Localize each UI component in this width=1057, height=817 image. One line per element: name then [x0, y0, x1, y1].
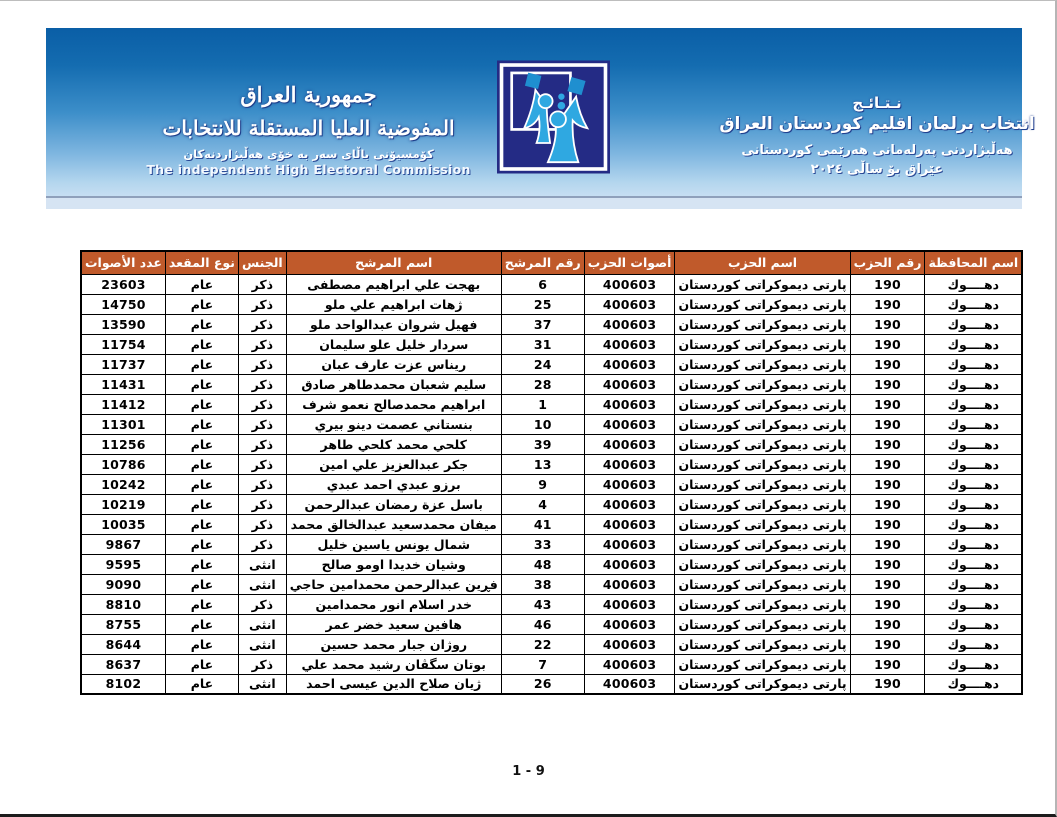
cell-gender: ذكر — [238, 274, 286, 294]
table-row — [81, 594, 1022, 614]
cell-governorate: دهــــوك — [925, 474, 1022, 494]
cell-governorate: دهــــوك — [925, 454, 1022, 474]
cell-seat-type: عام — [165, 314, 238, 334]
page-number: 1 - 9 — [512, 764, 545, 779]
cell-party-name: پارتى ديموكراتى كوردستان — [675, 674, 850, 694]
cell-governorate: دهــــوك — [925, 334, 1022, 354]
cell-party-votes: 400603 — [584, 334, 675, 354]
cell-governorate: دهــــوك — [925, 494, 1022, 514]
table-row — [81, 334, 1022, 354]
cell-party-votes: 400603 — [584, 394, 675, 414]
cell-governorate: دهــــوك — [925, 314, 1022, 334]
cell-governorate: دهــــوك — [925, 574, 1022, 594]
cell-seat-type: عام — [165, 654, 238, 674]
cell-gender: ذكر — [238, 294, 286, 314]
cell-votes: 8637 — [81, 654, 165, 674]
cell-candidate-number: 13 — [501, 454, 584, 474]
cell-gender: ذكر — [238, 374, 286, 394]
cell-seat-type: عام — [165, 434, 238, 454]
cell-governorate: دهــــوك — [925, 614, 1022, 634]
cell-votes: 9595 — [81, 554, 165, 574]
cell-gender: ذكر — [238, 594, 286, 614]
cell-party-number: 190 — [850, 614, 925, 634]
cell-party-votes: 400603 — [584, 294, 675, 314]
cell-seat-type: عام — [165, 634, 238, 654]
commission-calligraphy: المفوضية العليا المستقلة للانتخابات — [162, 116, 455, 140]
cell-gender: انثى — [238, 574, 286, 594]
cell-party-votes: 400603 — [584, 314, 675, 334]
cell-seat-type: عام — [165, 494, 238, 514]
cell-party-votes: 400603 — [584, 474, 675, 494]
cell-seat-type: عام — [165, 554, 238, 574]
commission-english-line: The independent High Electoral Commission — [146, 162, 471, 177]
cell-party-number: 190 — [850, 514, 925, 534]
cell-party-number: 190 — [850, 314, 925, 334]
cell-candidate-name: سليم شعبان محمدطاهر صادق — [286, 374, 501, 394]
cell-candidate-number: 6 — [501, 274, 584, 294]
cell-votes: 10219 — [81, 494, 165, 514]
cell-candidate-name: ابراهيم محمدصالح نعمو شرف — [286, 394, 501, 414]
table-row — [81, 294, 1022, 314]
table-row — [81, 534, 1022, 554]
republic-calligraphy: جمهورية العراق — [240, 82, 377, 107]
cell-candidate-number: 24 — [501, 354, 584, 374]
cell-seat-type: عام — [165, 374, 238, 394]
cell-party-number: 190 — [850, 294, 925, 314]
cell-gender: ذكر — [238, 334, 286, 354]
column-header: اسم المرشح — [286, 251, 501, 274]
table-row — [81, 574, 1022, 594]
cell-candidate-number: 22 — [501, 634, 584, 654]
header-row — [81, 251, 1022, 274]
cell-party-number: 190 — [850, 334, 925, 354]
cell-party-name: پارتى ديموكراتى كوردستان — [675, 574, 850, 594]
cell-votes: 11412 — [81, 394, 165, 414]
cell-votes: 11431 — [81, 374, 165, 394]
cell-candidate-name: فهيل شروان عبدالواحد ملو — [286, 314, 501, 334]
cell-candidate-name: شمال يونس ياسين خليل — [286, 534, 501, 554]
cell-party-votes: 400603 — [584, 554, 675, 574]
cell-governorate: دهــــوك — [925, 594, 1022, 614]
cell-candidate-number: 39 — [501, 434, 584, 454]
cell-votes: 11256 — [81, 434, 165, 454]
cell-seat-type: عام — [165, 394, 238, 414]
table-row — [81, 654, 1022, 674]
cell-gender: ذكر — [238, 534, 286, 554]
cell-gender: ذكر — [238, 314, 286, 334]
commission-title-block — [131, 78, 486, 177]
results-table — [80, 250, 1023, 695]
cell-seat-type: عام — [165, 354, 238, 374]
cell-party-name: پارتى ديموكراتى كوردستان — [675, 274, 850, 294]
cell-seat-type: عام — [165, 274, 238, 294]
cell-gender: ذكر — [238, 494, 286, 514]
cell-party-number: 190 — [850, 374, 925, 394]
table-row — [81, 674, 1022, 694]
cell-votes: 11754 — [81, 334, 165, 354]
cell-party-number: 190 — [850, 634, 925, 654]
cell-party-name: پارتى ديموكراتى كوردستان — [675, 314, 850, 334]
cell-party-name: پارتى ديموكراتى كوردستان — [675, 394, 850, 414]
cell-candidate-number: 38 — [501, 574, 584, 594]
cell-votes: 13590 — [81, 314, 165, 334]
cell-gender: ذكر — [238, 414, 286, 434]
cell-gender: ذكر — [238, 454, 286, 474]
cell-votes: 14750 — [81, 294, 165, 314]
cell-governorate: دهــــوك — [925, 554, 1022, 574]
cell-party-number: 190 — [850, 534, 925, 554]
cell-gender: ذكر — [238, 354, 286, 374]
cell-gender: انثى — [238, 674, 286, 694]
results-table-body — [81, 274, 1022, 694]
cell-party-name: پارتى ديموكراتى كوردستان — [675, 614, 850, 634]
cell-votes: 8755 — [81, 614, 165, 634]
cell-party-name: پارتى ديموكراتى كوردستان — [675, 634, 850, 654]
cell-gender: ذكر — [238, 654, 286, 674]
cell-party-name: پارتى ديموكراتى كوردستان — [675, 294, 850, 314]
cell-seat-type: عام — [165, 454, 238, 474]
cell-candidate-number: 7 — [501, 654, 584, 674]
cell-gender: انثى — [238, 554, 286, 574]
cell-party-votes: 400603 — [584, 414, 675, 434]
table-row — [81, 634, 1022, 654]
column-header: أصوات الحزب — [584, 251, 675, 274]
cell-seat-type: عام — [165, 474, 238, 494]
cell-party-name: پارتى ديموكراتى كوردستان — [675, 514, 850, 534]
cell-party-number: 190 — [850, 434, 925, 454]
cell-governorate: دهــــوك — [925, 274, 1022, 294]
cell-governorate: دهــــوك — [925, 354, 1022, 374]
cell-candidate-name: جكر عبدالعزيز علي امين — [286, 454, 501, 474]
table-row — [81, 274, 1022, 294]
cell-votes: 9090 — [81, 574, 165, 594]
cell-party-number: 190 — [850, 574, 925, 594]
table-row — [81, 314, 1022, 334]
cell-party-number: 190 — [850, 414, 925, 434]
cell-candidate-number: 4 — [501, 494, 584, 514]
table-row — [81, 414, 1022, 434]
cell-party-votes: 400603 — [584, 634, 675, 654]
cell-party-number: 190 — [850, 454, 925, 474]
cell-candidate-number: 10 — [501, 414, 584, 434]
cell-candidate-name: برزو عبدي احمد عبدي — [286, 474, 501, 494]
cell-candidate-number: 48 — [501, 554, 584, 574]
table-row — [81, 434, 1022, 454]
cell-candidate-number: 37 — [501, 314, 584, 334]
cell-party-number: 190 — [850, 274, 925, 294]
cell-governorate: دهــــوك — [925, 674, 1022, 694]
table-row — [81, 614, 1022, 634]
cell-candidate-name: ژيان صلاح الدين عيسى احمد — [286, 674, 501, 694]
cell-party-number: 190 — [850, 554, 925, 574]
cell-party-votes: 400603 — [584, 274, 675, 294]
column-header: رقم الحزب — [850, 251, 925, 274]
table-row — [81, 454, 1022, 474]
cell-party-votes: 400603 — [584, 674, 675, 694]
cell-candidate-name: ريناس عزت عارف عبان — [286, 354, 501, 374]
cell-candidate-number: 46 — [501, 614, 584, 634]
table-row — [81, 554, 1022, 574]
election-title-arabic: انتخاب برلمان اقليم كوردستان العراق — [719, 114, 1035, 134]
cell-candidate-name: ژهات ابراهيم علي ملو — [286, 294, 501, 314]
cell-party-number: 190 — [850, 394, 925, 414]
cell-candidate-number: 31 — [501, 334, 584, 354]
cell-party-votes: 400603 — [584, 494, 675, 514]
banner-bottom-strip — [46, 198, 1022, 209]
cell-gender: ذكر — [238, 474, 286, 494]
cell-votes: 8102 — [81, 674, 165, 694]
cell-party-number: 190 — [850, 354, 925, 374]
cell-party-name: پارتى ديموكراتى كوردستان — [675, 434, 850, 454]
cell-candidate-number: 25 — [501, 294, 584, 314]
election-year-kurdish: عێراق بۆ ساڵى ٢٠٢٤ — [810, 162, 944, 177]
cell-party-votes: 400603 — [584, 654, 675, 674]
cell-party-number: 190 — [850, 594, 925, 614]
cell-party-name: پارتى ديموكراتى كوردستان — [675, 554, 850, 574]
cell-candidate-number: 43 — [501, 594, 584, 614]
cell-gender: ذكر — [238, 434, 286, 454]
column-header: الجنس — [238, 251, 286, 274]
cell-party-votes: 400603 — [584, 434, 675, 454]
cell-party-votes: 400603 — [584, 354, 675, 374]
column-header: اسم المحافظة — [925, 251, 1022, 274]
cell-candidate-number: 1 — [501, 394, 584, 414]
cell-governorate: دهــــوك — [925, 294, 1022, 314]
cell-party-name: پارتى ديموكراتى كوردستان — [675, 534, 850, 554]
cell-party-number: 190 — [850, 674, 925, 694]
cell-party-votes: 400603 — [584, 454, 675, 474]
cell-candidate-name: وشيان خديدا اومو صالح — [286, 554, 501, 574]
cell-governorate: دهــــوك — [925, 534, 1022, 554]
cell-candidate-name: بوتان سگڤان رشيد محمد علي — [286, 654, 501, 674]
commission-kurdish-line: كۆمسيۆنى باڵاى سەر بە خۆى هەڵبژاردنەكان — [183, 147, 434, 161]
cell-party-votes: 400603 — [584, 534, 675, 554]
column-header: نوع المقعد — [165, 251, 238, 274]
results-table-header — [81, 251, 1022, 274]
results-title-block — [691, 94, 1057, 179]
ihec-ballot-logo-icon — [497, 60, 610, 174]
cell-party-name: پارتى ديموكراتى كوردستان — [675, 654, 850, 674]
cell-candidate-number: 33 — [501, 534, 584, 554]
cell-votes: 10242 — [81, 474, 165, 494]
cell-party-number: 190 — [850, 494, 925, 514]
cell-candidate-name: خدر اسلام انور محمدامين — [286, 594, 501, 614]
cell-seat-type: عام — [165, 594, 238, 614]
cell-candidate-name: سردار خليل علو سليمان — [286, 334, 501, 354]
cell-party-votes: 400603 — [584, 614, 675, 634]
cell-party-votes: 400603 — [584, 514, 675, 534]
cell-seat-type: عام — [165, 334, 238, 354]
election-title-kurdish: هەڵبژاردنى پەرلەمانى هەرێمى كوردستانى — [741, 143, 1013, 158]
cell-candidate-name: باسل عزة رمضان عبدالرحمن — [286, 494, 501, 514]
cell-governorate: دهــــوك — [925, 514, 1022, 534]
cell-party-number: 190 — [850, 474, 925, 494]
cell-governorate: دهــــوك — [925, 434, 1022, 454]
column-header: عدد الأصوات — [81, 251, 165, 274]
cell-seat-type: عام — [165, 574, 238, 594]
column-header: رقم المرشح — [501, 251, 584, 274]
cell-candidate-number: 41 — [501, 514, 584, 534]
table-row — [81, 354, 1022, 374]
table-row — [81, 374, 1022, 394]
cell-party-name: پارتى ديموكراتى كوردستان — [675, 494, 850, 514]
cell-party-name: پارتى ديموكراتى كوردستان — [675, 454, 850, 474]
cell-candidate-name: هافين سعيد خضر عمر — [286, 614, 501, 634]
cell-party-name: پارتى ديموكراتى كوردستان — [675, 374, 850, 394]
table-row — [81, 514, 1022, 534]
cell-gender: ذكر — [238, 394, 286, 414]
cell-party-votes: 400603 — [584, 374, 675, 394]
cell-seat-type: عام — [165, 294, 238, 314]
cell-party-name: پارتى ديموكراتى كوردستان — [675, 414, 850, 434]
cell-governorate: دهــــوك — [925, 414, 1022, 434]
column-header: اسم الحزب — [675, 251, 850, 274]
cell-votes: 11737 — [81, 354, 165, 374]
cell-votes: 9867 — [81, 534, 165, 554]
cell-party-name: پارتى ديموكراتى كوردستان — [675, 474, 850, 494]
cell-candidate-number: 28 — [501, 374, 584, 394]
cell-governorate: دهــــوك — [925, 394, 1022, 414]
cell-seat-type: عام — [165, 614, 238, 634]
results-word: نـتـائـج — [852, 94, 902, 112]
table-row — [81, 494, 1022, 514]
cell-party-name: پارتى ديموكراتى كوردستان — [675, 334, 850, 354]
cell-candidate-name: كلحي محمد كلحي طاهر — [286, 434, 501, 454]
cell-party-name: پارتى ديموكراتى كوردستان — [675, 594, 850, 614]
cell-votes: 11301 — [81, 414, 165, 434]
cell-governorate: دهــــوك — [925, 654, 1022, 674]
cell-candidate-number: 9 — [501, 474, 584, 494]
table-row — [81, 394, 1022, 414]
cell-votes: 10035 — [81, 514, 165, 534]
cell-votes: 8644 — [81, 634, 165, 654]
cell-votes: 10786 — [81, 454, 165, 474]
cell-seat-type: عام — [165, 514, 238, 534]
cell-seat-type: عام — [165, 414, 238, 434]
cell-party-votes: 400603 — [584, 574, 675, 594]
cell-seat-type: عام — [165, 674, 238, 694]
cell-votes: 8810 — [81, 594, 165, 614]
cell-candidate-name: فڕين عبدالرحمن محمدامين حاجي — [286, 574, 501, 594]
cell-candidate-name: بنستاني عصمت دينو بيري — [286, 414, 501, 434]
cell-gender: ذكر — [238, 514, 286, 534]
cell-candidate-name: بهجت علي ابراهيم مصطفى — [286, 274, 501, 294]
cell-gender: انثى — [238, 634, 286, 654]
cell-party-number: 190 — [850, 654, 925, 674]
cell-candidate-name: روژان جبار محمد حسين — [286, 634, 501, 654]
table-row — [81, 474, 1022, 494]
cell-party-name: پارتى ديموكراتى كوردستان — [675, 354, 850, 374]
cell-candidate-number: 26 — [501, 674, 584, 694]
cell-seat-type: عام — [165, 534, 238, 554]
cell-candidate-name: ميفان محمدسعيد عبدالخالق محمد — [286, 514, 501, 534]
cell-party-votes: 400603 — [584, 594, 675, 614]
cell-governorate: دهــــوك — [925, 634, 1022, 654]
cell-votes: 23603 — [81, 274, 165, 294]
cell-gender: انثى — [238, 614, 286, 634]
cell-governorate: دهــــوك — [925, 374, 1022, 394]
